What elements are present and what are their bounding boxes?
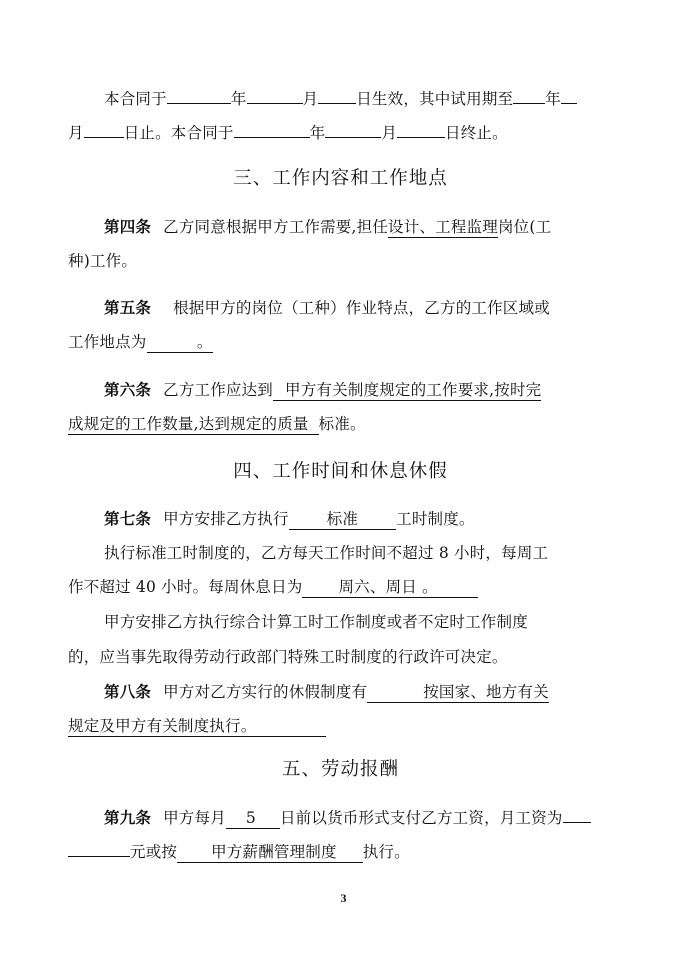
article-5-line-2: 工作地点为 。 [68,333,213,351]
effective-date-line-2: 月 日止。本合同于 年 月 日终止。 [68,120,613,144]
article-6-line-2: 成规定的工作数量,达到规定的质量 标准。 [68,415,366,433]
article-label: 第八条 [104,682,152,701]
filled-field-rest-days: 周六、周日 。 [302,577,478,598]
article-7-para-3-line-2: 的，应当事先取得劳动行政部门特殊工时制度的行政许可决定。 [68,648,508,666]
article-label: 第六条 [104,380,152,399]
blank-field [318,86,356,104]
section-heading-remuneration: 五、劳动报酬 [281,759,399,780]
article-label: 第七条 [104,509,152,528]
filled-field-position: 设计、工程监理 [388,218,498,236]
blank-field-salary [68,839,130,857]
blank-field [563,805,591,823]
article-7-line-1: 第七条 甲方安排乙方执行 标准 工时制度。 [104,509,475,528]
article-8-line-1: 第八条 甲方对乙方实行的休假制度有 按国家、地方有关 [104,682,549,701]
blank-field [247,86,303,104]
blank-field [397,120,445,138]
blank-field [513,86,545,104]
article-7-para-2-line-2: 作不超过 40 小时。每周休息日为 周六、周日 。 [68,575,613,599]
article-4-line-1: 第四条 乙方同意根据甲方工作需要,担任设计、工程监理岗位(工 [104,217,552,236]
article-7-para-3-line-1: 甲方安排乙方执行综合计算工时工作制度或者不定时工作制度 [104,613,528,631]
article-5-line-1: 第五条 根据甲方的岗位（工种）作业特点，乙方的工作区域或 [104,298,550,317]
article-9-line-1: 第九条 甲方每月 5 日前以货币形式支付乙方工资，月工资为 [104,805,613,829]
blank-field [234,120,310,138]
blank-field [325,120,381,138]
filled-field-leave-policy-cont: 规定及甲方有关制度执行。 [68,716,326,737]
section-heading-work-content: 三、工作内容和工作地点 [233,168,448,189]
article-7-para-2-line-1: 执行标准工时制度的，乙方每天工作时间不超过 8 小时，每周工 [104,544,549,562]
filled-field-pay-day: 5 [226,808,280,829]
blank-field [167,86,231,104]
blank-field [561,86,577,104]
blank-field [84,120,124,138]
filled-field-requirement-cont: 成规定的工作数量,达到规定的质量 [68,414,319,435]
filled-field-requirement: 甲方有关制度规定的工作要求,按时完 [273,380,541,401]
filled-field-hours-system: 标准 [289,509,396,530]
filled-field-pay-rule: 甲方薪酬管理制度 [177,842,363,863]
article-9-line-2: 元或按 甲方薪酬管理制度 执行。 [68,839,613,863]
article-label: 第五条 [104,298,152,317]
article-label: 第九条 [104,808,152,827]
article-8-line-2 [68,714,613,738]
article-label: 第四条 [104,217,152,236]
page-number: 3 [340,891,347,905]
article-4-line-2: 种)工作。 [68,252,138,270]
section-heading-work-time: 四、工作时间和休息休假 [233,461,448,482]
article-6-line-1: 第六条 乙方工作应达到 甲方有关制度规定的工作要求,按时完 [104,380,542,399]
filled-field-leave-policy: 按国家、地方有关 [367,682,549,703]
effective-date-line-1: 本合同于 年 月 日生效，其中试用期至 年 [104,86,613,110]
filled-field-work-location: 。 [147,332,213,353]
